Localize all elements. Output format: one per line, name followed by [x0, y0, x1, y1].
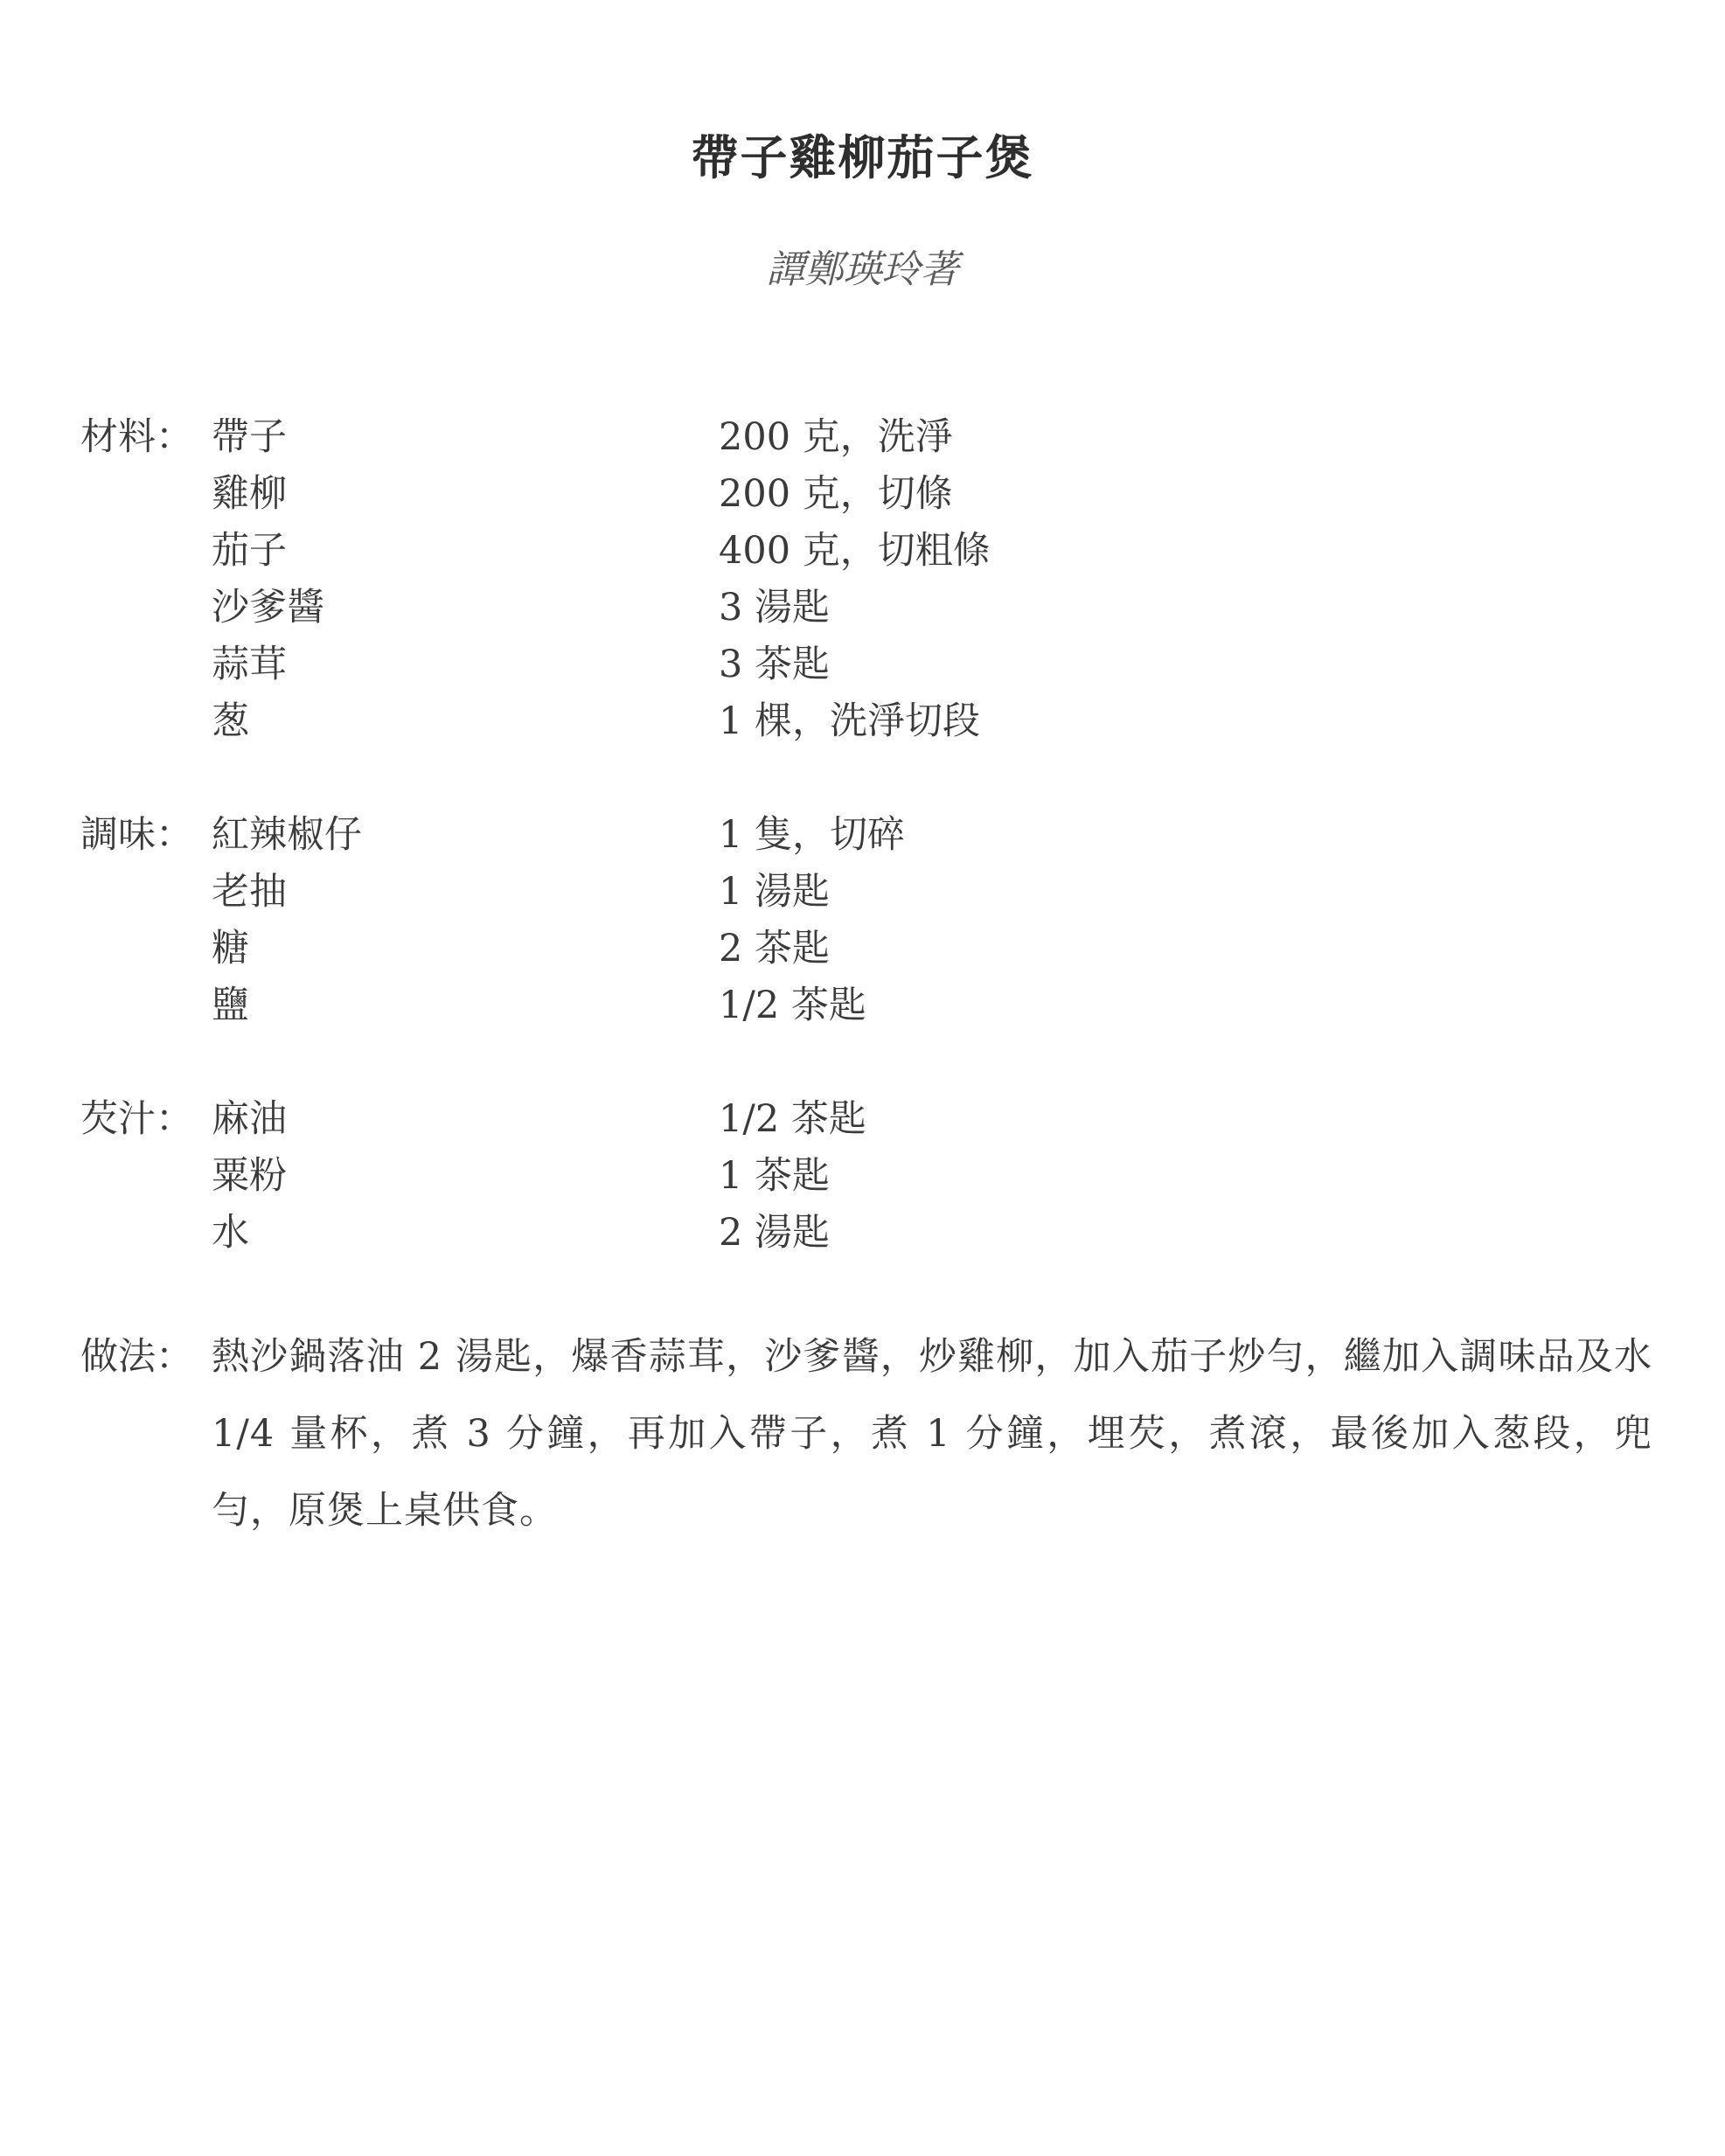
ingredient-row: [80, 466, 1654, 523]
ingredient-row: [80, 693, 1654, 750]
seasoning-row: [80, 921, 1654, 977]
sauce-row: [80, 1205, 1654, 1262]
method-text: 熱沙鍋落油 2 湯匙，爆香蒜茸，沙爹醬，炒雞柳，加入茄子炒勻，繼加入調味品及水 1/4 量杯，煮 3 分鐘，再加入帶子，煮 1 分鐘，埋芡，煮滾，最後加入葱段，兜勻，原煲上桌供食。: [212, 1335, 1652, 1533]
seasoning-qty: 1/2 茶匙: [719, 984, 866, 1027]
ingredient-qty: 400 克，切粗條: [719, 529, 991, 573]
ingredient-name: 沙爹醬: [212, 586, 324, 629]
seasoning-label: 調味：: [80, 813, 193, 857]
method-section: [80, 1318, 1654, 1549]
seasoning-name: 老抽: [212, 870, 287, 914]
sauce-qty: 2 湯匙: [719, 1211, 831, 1255]
sauce-row: [80, 1148, 1654, 1205]
ingredients-section: [80, 409, 1654, 750]
sauce-qty: 1/2 茶匙: [719, 1097, 866, 1141]
recipe-title: 帶子雞柳茄子煲: [691, 129, 1034, 185]
sauce-row: [80, 1091, 1654, 1148]
ingredient-row: [80, 580, 1654, 636]
ingredient-row: [80, 523, 1654, 580]
seasoning-qty: 1 隻，切碎: [719, 813, 906, 857]
sauce-name: 麻油: [212, 1097, 287, 1141]
ingredient-qty: 1 棵，洗淨切段: [719, 699, 981, 743]
ingredient-qty: 200 克，洗淨: [719, 415, 953, 459]
ingredient-qty: 3 湯匙: [719, 586, 831, 629]
seasoning-row: [80, 807, 1654, 864]
seasoning-qty: 2 茶匙: [719, 927, 831, 970]
ingredient-name: 茄子: [212, 529, 287, 573]
seasoning-row: [80, 977, 1654, 1034]
sauce-qty: 1 茶匙: [719, 1154, 831, 1198]
sauce-label: 芡汁：: [80, 1097, 193, 1141]
ingredient-name: 雞柳: [212, 472, 287, 516]
seasoning-section: [80, 807, 1654, 1034]
seasoning-name: 糖: [212, 927, 249, 970]
sauce-name: 水: [212, 1211, 249, 1255]
seasoning-qty: 1 湯匙: [719, 870, 831, 914]
sauce-section: [80, 1091, 1654, 1262]
seasoning-name: 鹽: [212, 984, 249, 1027]
ingredient-qty: 3 茶匙: [719, 643, 831, 686]
ingredient-row: [80, 636, 1654, 693]
recipe-author: 譚鄭瑛玲著: [766, 247, 959, 292]
ingredient-name: 帶子: [212, 415, 287, 459]
seasoning-name: 紅辣椒仔: [212, 813, 362, 857]
ingredients-label: 材料：: [80, 415, 193, 459]
sauce-name: 粟粉: [212, 1154, 287, 1198]
ingredient-name: 葱: [212, 699, 249, 743]
ingredient-row: [80, 409, 1654, 466]
ingredient-qty: 200 克，切條: [719, 472, 953, 516]
seasoning-row: [80, 864, 1654, 921]
ingredient-name: 蒜茸: [212, 643, 287, 686]
method-label: 做法：: [80, 1335, 193, 1379]
